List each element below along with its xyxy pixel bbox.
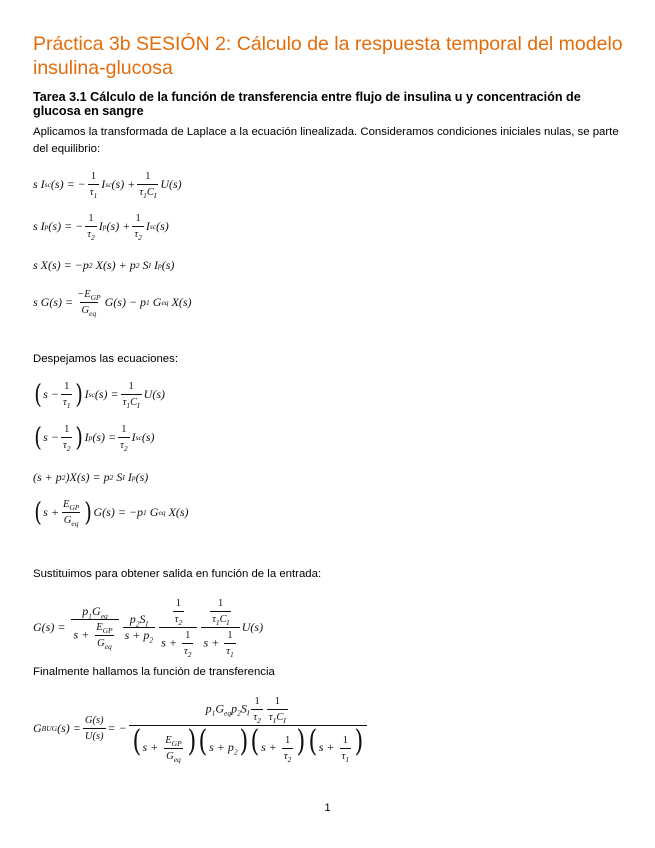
page-number: 1 (324, 802, 331, 814)
laplace-equation-g: s G(s) = $\frac{-E_{GP}}{G_{eq}}$ G(s) − p 1 G eq X(s) (33, 289, 192, 319)
isolate-step-text: Despejamos las ecuaciones: (33, 353, 178, 365)
transfer-function-equation: G BUG (s) = $\frac{G(s)}{U(s)}$ = − $p_1G_{eq}p_2S_I$ $\frac{1}{\tau_2}$ $\frac{1}{\tau_1C_I}$ (s + $\frac{E_{GP}}{G_{eq}}$ )$(s + p_2)(s$ + $\frac{1}{\tau_2}$ )(s + $\frac{1}{\tau_1}$ ) (33, 695, 369, 763)
substitute-step-text: Sustituimos para obtener salida en función de la entrada: (33, 568, 322, 580)
laplace-equation-ip: s I p (s) = − $\frac{1}{\tau_2}$ I p (s) + $\frac{1}{\tau_2}$ I sc (s) (33, 213, 169, 243)
section-heading: Tarea 3.1 Cálculo de la función de transferencia entre flujo de insulina u y concentración de glucosa en sangre (33, 90, 581, 118)
laplace-equation-isc: s I sc (s) = − $\frac{1}{\tau_1}$ I sc (s) + $\frac{1}{\tau_1C_I}$ U(s) (33, 171, 182, 201)
substituted-output-equation: G(s) = $p_1G_{eq}$ s + $\frac{E_{GP}}{G_{eq}}$ $\frac{p_2S_I}{s + p_2}$ $\frac{1}{\tau_2}$ s + $\frac{1}{\tau_2}$ $\frac{1}{\tau_1C_I}$ s + $\frac{1}{\tau_1}$ U(s) (33, 598, 264, 660)
transfer-step-text: Finalmente hallamos la función de transferencia (33, 666, 275, 678)
isolated-equation-g: ( s + $\frac{E_{GP}}{G_{eq}}$ ) G(s) = −p 1 G eq X(s) (34, 497, 189, 529)
isolated-equation-x: (s + p 2 )X(s) = p 2 S I I p (s) (33, 470, 149, 484)
isolated-equation-ip: ( s − $\frac{1}{\tau_2}$ ) I p (s) = $\frac{1}{\tau_2}$ I sc (s) (34, 422, 155, 454)
laplace-equation-x: s X(s) = −p 2 X(s) + p 2 S I I p (s) (33, 258, 175, 272)
isolated-equation-isc: ( s − $\frac{1}{\tau_1}$ ) I sc (s) = $\frac{1}{\tau_1C_I}$ U(s) (34, 379, 165, 411)
page-title: Práctica 3b SESIÓN 2: Cálculo de la respuesta temporal del modelo insulina-glucosa (33, 33, 623, 79)
intro-paragraph: Aplicamos la transformada de Laplace a la ecuación linealizada. Consideramos condiciones iniciales nulas, se parte del equilibrio: (33, 126, 619, 155)
